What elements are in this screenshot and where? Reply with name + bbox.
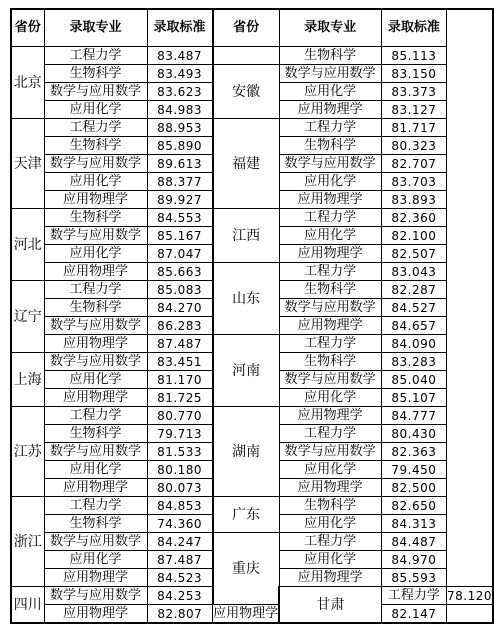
major-cell: 生物科学 [279,497,381,515]
major-cell: 工程力学 [44,47,147,65]
score-cell: 83.703 [381,173,446,191]
major-cell: 数学与应用数学 [44,353,147,371]
major-cell: 数学与应用数学 [279,155,381,173]
major-cell: 应用物理学 [279,317,381,335]
score-cell: 82.507 [381,245,446,263]
major-cell: 生物科学 [279,137,381,155]
score-cell: 80.323 [381,137,446,155]
major-cell: 生物科学 [44,299,147,317]
major-cell: 数学与应用数学 [44,443,147,461]
major-cell: 数学与应用数学 [44,227,147,245]
major-cell: 数学与应用数学 [44,587,147,605]
major-cell: 应用物理学 [279,479,381,497]
header-score-left: 录取标准 [147,9,213,47]
major-cell: 应用化学 [44,173,147,191]
table-body [11,47,493,624]
score-cell: 85.593 [381,569,446,587]
major-cell: 应用物理学 [44,191,147,209]
score-cell: 85.083 [147,281,213,299]
major-cell: 工程力学 [279,119,381,137]
header-province-left: 省份 [11,9,44,47]
major-cell: 工程力学 [44,497,147,515]
score-cell: 80.770 [147,407,213,425]
score-cell: 87.487 [147,551,213,569]
header-row [11,9,493,47]
table-row [11,209,493,227]
score-cell: 84.777 [381,407,446,425]
score-cell: 88.377 [147,173,213,191]
score-cell: 84.970 [381,551,446,569]
score-cell: 82.287 [381,281,446,299]
major-cell: 应用化学 [44,101,147,119]
score-cell: 88.953 [147,119,213,137]
major-cell: 数学与应用数学 [279,443,381,461]
major-cell: 生物科学 [44,209,147,227]
score-cell: 79.450 [381,461,446,479]
score-cell: 74.360 [147,515,213,533]
province-cell: 辽宁 [11,281,44,353]
score-cell: 84.313 [381,515,446,533]
major-cell: 应用物理学 [44,335,147,353]
major-cell: 数学与应用数学 [279,299,381,317]
province-cell: 安徽 [213,65,280,119]
major-cell: 数学与应用数学 [44,83,147,101]
major-cell: 生物科学 [44,515,147,533]
score-cell: 83.893 [381,191,446,209]
score-cell: 82.100 [381,227,446,245]
score-cell: 84.983 [147,101,213,119]
score-cell: 83.150 [381,65,446,83]
major-cell: 应用化学 [279,389,381,407]
major-cell: 应用物理学 [44,389,147,407]
province-cell: 湖南 [213,407,280,497]
province-cell: 浙江 [11,497,44,587]
score-cell: 82.807 [147,605,213,624]
major-cell: 应用化学 [279,173,381,191]
major-cell: 数学与应用数学 [44,317,147,335]
major-cell: 生物科学 [279,353,381,371]
province-cell: 四川 [11,587,44,624]
score-cell: 83.493 [147,65,213,83]
major-cell: 工程力学 [381,587,446,605]
score-cell: 84.090 [381,335,446,353]
major-cell: 工程力学 [279,209,381,227]
score-cell: 87.487 [147,335,213,353]
major-cell: 应用化学 [44,371,147,389]
score-cell: 81.170 [147,371,213,389]
major-cell: 应用物理学 [279,569,381,587]
score-cell: 87.047 [147,245,213,263]
score-cell: 84.253 [147,587,213,605]
province-cell: 北京 [11,47,44,119]
major-cell: 数学与应用数学 [44,533,147,551]
major-cell: 应用化学 [279,83,381,101]
major-cell: 应用化学 [279,515,381,533]
major-cell: 生物科学 [44,65,147,83]
table-row [11,47,493,65]
score-cell: 81.725 [147,389,213,407]
score-cell: 82.147 [381,605,446,624]
table-row [11,497,493,515]
score-cell: 84.657 [381,317,446,335]
score-cell: 85.890 [147,137,213,155]
score-cell: 83.623 [147,83,213,101]
admission-table-container [10,8,494,624]
major-cell: 应用化学 [279,227,381,245]
major-cell: 应用化学 [44,551,147,569]
score-cell: 82.707 [381,155,446,173]
header-score-right: 录取标准 [381,9,446,47]
province-cell: 广东 [213,497,280,533]
score-cell: 82.363 [381,443,446,461]
table-row [11,335,493,353]
score-cell: 84.527 [381,299,446,317]
score-cell: 84.523 [147,569,213,587]
province-cell: 天津 [11,119,44,209]
major-cell: 应用化学 [44,461,147,479]
score-cell: 80.073 [147,479,213,497]
score-cell: 83.451 [147,353,213,371]
province-cell [213,47,280,65]
header-major-right: 录取专业 [279,9,381,47]
score-cell: 82.650 [381,497,446,515]
major-cell: 工程力学 [279,335,381,353]
score-cell: 85.113 [381,47,446,65]
admission-score-table [10,8,494,624]
major-cell: 工程力学 [279,425,381,443]
major-cell: 应用化学 [279,551,381,569]
header-province-right: 省份 [213,9,280,47]
major-cell: 工程力学 [44,407,147,425]
header-major-left: 录取专业 [44,9,147,47]
score-cell: 89.613 [147,155,213,173]
province-cell: 山东 [213,263,280,335]
score-cell: 80.180 [147,461,213,479]
score-cell: 85.167 [147,227,213,245]
score-cell: 86.283 [147,317,213,335]
score-cell: 83.373 [381,83,446,101]
major-cell: 应用物理学 [44,569,147,587]
score-cell: 84.853 [147,497,213,515]
major-cell: 数学与应用数学 [279,371,381,389]
major-cell: 应用物理学 [44,605,147,624]
major-cell: 工程力学 [279,263,381,281]
major-cell: 生物科学 [279,281,381,299]
major-cell: 生物科学 [44,137,147,155]
score-cell: 83.487 [147,47,213,65]
table-row [11,119,493,137]
major-cell: 数学与应用数学 [44,155,147,173]
province-cell: 河南 [213,335,280,407]
table-row [11,263,493,281]
table-row [11,65,493,83]
major-cell: 应用化学 [279,461,381,479]
province-cell: 河北 [11,209,44,281]
major-cell: 应用物理学 [44,263,147,281]
major-cell: 数学与应用数学 [279,65,381,83]
province-cell: 江苏 [11,407,44,497]
score-cell: 84.487 [381,533,446,551]
province-cell: 上海 [11,353,44,407]
score-cell: 83.127 [381,101,446,119]
province-cell: 甘肃 [279,587,381,624]
score-cell: 82.500 [381,479,446,497]
major-cell: 应用物理学 [279,245,381,263]
score-cell: 85.107 [381,389,446,407]
major-cell: 应用物理学 [279,191,381,209]
major-cell: 生物科学 [279,47,381,65]
score-cell: 79.713 [147,425,213,443]
score-cell: 85.040 [381,371,446,389]
province-cell: 江西 [213,209,280,263]
score-cell: 89.927 [147,191,213,209]
score-cell: 84.553 [147,209,213,227]
major-cell: 应用化学 [44,245,147,263]
score-cell: 84.247 [147,533,213,551]
score-cell: 82.360 [381,209,446,227]
major-cell: 工程力学 [44,281,147,299]
table-row [11,605,493,624]
province-cell: 重庆 [213,533,280,605]
score-cell: 83.043 [381,263,446,281]
major-cell: 工程力学 [44,119,147,137]
major-cell: 应用物理学 [279,407,381,425]
score-cell: 83.283 [381,353,446,371]
major-cell: 应用物理学 [213,605,280,624]
table-row [11,533,493,551]
score-cell: 80.430 [381,425,446,443]
major-cell: 应用物理学 [44,479,147,497]
major-cell: 应用物理学 [279,101,381,119]
table-row [11,407,493,425]
score-cell: 84.270 [147,299,213,317]
major-cell: 工程力学 [279,533,381,551]
score-cell: 85.663 [147,263,213,281]
major-cell: 生物科学 [44,425,147,443]
province-cell: 福建 [213,119,280,209]
score-cell: 78.120 [447,588,492,603]
score-cell: 81.533 [147,443,213,461]
score-cell: 81.717 [381,119,446,137]
